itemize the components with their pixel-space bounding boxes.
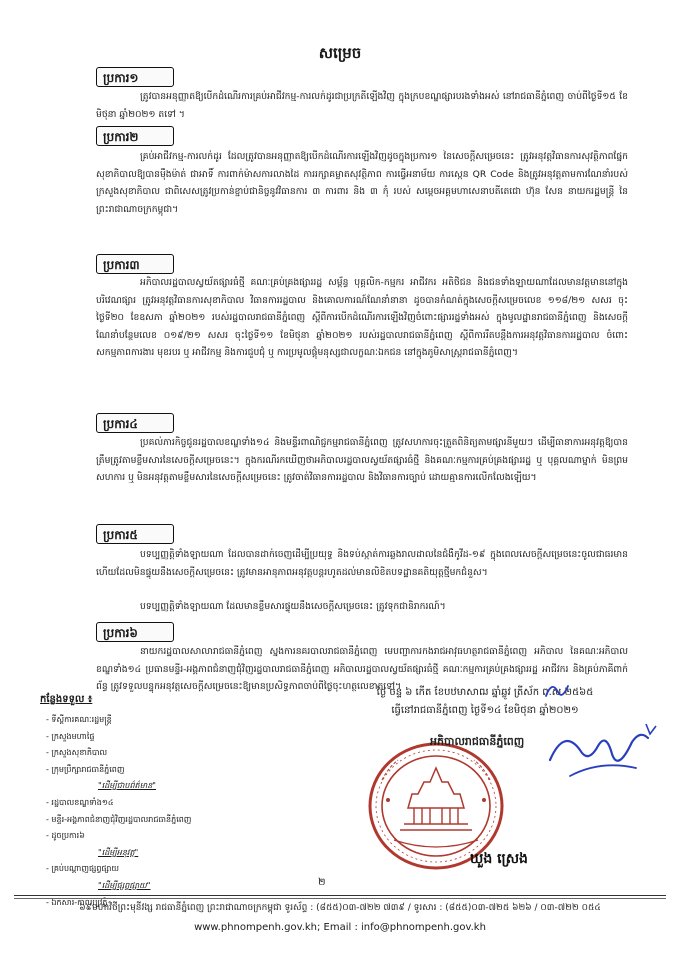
distribution-item: - ក្រុមប្រឹក្សារាជធានីភ្នំពេញ (46, 764, 125, 774)
distribution-title: កន្លែងទទួល ៖ (40, 694, 93, 705)
article-1-heading: ប្រការ១ (96, 67, 174, 87)
distribution-purpose: "ដើម្បីជាបព៌ត៌មាន" (98, 781, 156, 791)
article-5-text-1: បទប្បញ្ញត្តិទាំងឡាយណា ដែលបានដាក់ចេញដើម្បីប្រយុទ្ធ និងទប់ស្កាត់ការឆ្លងរាលដាលនៃជំងឺកូវីដ-១៩ ក្នុងពេលសេចក្តីសម្រេចនេះចូលជាធរមាន ហើយដែលមិនផ្ទុយនឹងសេចក្តីសម្រេចនេះ ត្រូវមានអានុភាពអនុវត្តបន្តរហូតដល់មានលិខិតបទដ្ឋានគតិយុត្តថ្មីមកជំនួស។ (96, 549, 628, 578)
date-solar: ធ្វើនៅរាជធានីភ្នំពេញ ថ្ងៃទី១៤ ខែមិថុនា ឆ្នាំ២០២១ (391, 705, 579, 716)
page-number: ២ (318, 877, 326, 888)
document-title: សម្រេច (318, 44, 362, 62)
footer-website[interactable]: www.phnompenh.gov.kh; Email : info@phnompenh.gov.kh (194, 922, 486, 933)
distribution-item: - ឯកសារ-កាលប្បវត្តិ (46, 897, 108, 907)
initials-mark-icon (542, 678, 576, 702)
signer-name: ឃួង ស្រេង (470, 851, 528, 867)
article-5-heading: ប្រការ៥ (96, 524, 174, 544)
distribution-item: - ក្រសួងមហាផ្ទៃ (46, 731, 95, 741)
distribution-list (46, 712, 246, 911)
article-6-heading: ប្រការ៦ (96, 622, 174, 642)
signature-icon (540, 720, 660, 800)
footer-divider-thin (14, 898, 666, 899)
distribution-item: - រដ្ឋបាលខណ្ឌទាំង១៤ (46, 797, 114, 807)
distribution-purpose: "ដើម្បីផ្សព្វផ្សាយ" (98, 880, 151, 890)
distribution-item: - ដូចប្រការ៦ (46, 831, 85, 841)
article-4-text: ប្រគល់ភារកិច្ចជូនរដ្ឋបាលខណ្ឌទាំង១៤ និងមន្ទីរពាណិជ្ជកម្មរាជធានីភ្នំពេញ ត្រូវសហការចុះត្រួតពិនិត្យតាមផ្សារនីមួយៗ ដើម្បីធានាការអនុវត្តឱ្យបានត្រឹមត្រូវតាមខ្លឹមសារនៃសេចក្តីសម្រេចនេះ។ ក្នុងករណីរកឃើញថាអភិបាលរដ្ឋបាលស្វយ័តផ្សារធំថ្មី និងគណៈកម្មការគ្រប់គ្រងផ្សាររដ្ឋ ឬ បុគ្គលណាម្នាក់ មិនព្រមសហការ ឬ មិនអនុវត្តតាមខ្លឹមសារនៃសេចក្តីសម្រេចនេះ ត្រូវចាត់វិធានការរដ្ឋបាល និងវិធានការច្បាប់ ដោយគ្មានការលើកលែងឡើយ។ (96, 437, 628, 484)
distribution-purpose: "ដើម្បីអនុវត្ត" (98, 847, 139, 857)
article-2-heading: ប្រការ២ (96, 126, 174, 146)
distribution-item: - ទីស្តីការគណៈរដ្ឋមន្ត្រី (46, 715, 112, 724)
article-4-heading: ប្រការ៤ (96, 413, 174, 433)
article-5-text-2: បទប្បញ្ញត្តិទាំងឡាយណា ដែលមានខ្លឹមសារផ្ទុយនឹងសេចក្តីសម្រេចនេះ ត្រូវទុកជានិរាករណ៍។ (140, 601, 446, 612)
article-6-text: នាយករដ្ឋបាលសាលារាជធានីភ្នំពេញ ស្នងការនគរបាលរាជធានីភ្នំពេញ មេបញ្ជាការកងរាជអាវុធហត្ថរាជធានីភ្នំពេញ អភិបាល នៃគណៈអភិបាលខណ្ឌទាំង១៤ ប្រធានមន្ទីរ-អង្គភាពជំនាញជុំវិញរដ្ឋបាលរាជធានីភ្នំពេញ អភិបាលរដ្ឋបាលស្វយ័តផ្សារធំថ្មី គណៈកម្មការគ្រប់គ្រងផ្សាររដ្ឋ អាជីវករ និងគ្រប់ភាគីពាក់ព័ន្ធ ត្រូវទទួលបន្ទុកអនុវត្តសេចក្តីសម្រេចនេះឱ្យមានប្រសិទ្ធភាពចាប់ពីថ្ងៃចុះហត្ថលេខាតទៅ។ (96, 646, 628, 693)
footer-address: ៦៩មហាវិថីព្រះមុនីវង្ស រាជធានីភ្នំពេញ ព្រះរាជាណាចក្រកម្ពុជា ទូរស័ព្ទ : (៨៥៥)០៣-៧២២ ៧៣៩ / ទូរសារ : (៨៥៥)០៣-៧២៥ ៦២៦ / ០៣-៧២២ ០៥៤ (79, 903, 601, 913)
article-3-heading: ប្រការ៣ (96, 254, 174, 274)
article-3-text: អភិបាលរដ្ឋបាលស្វយ័តផ្សារធំថ្មី គណៈគ្រប់គ្រងផ្សាររដ្ឋ សម្ព័ន្ធ បុគ្គលិក-កម្មករ អាជីវករ អតិថិជន និងជនទាំងឡាយណាដែលមានវត្តមាននៅក្នុងបរិវេណផ្សារ ត្រូវអនុវត្តវិធានការសុខាភិបាល វិធានការរដ្ឋបាល និងគោលការណ៍ណែនាំនានា ដូចបានកំណត់ក្នុងសេចក្តីសម្រេចលេខ ១១៨/២១ សសរ ចុះថ្ងៃទី២០ ខែឧសភា ឆ្នាំ២០២១ របស់រដ្ឋបាលរាជធានីភ្នំពេញ ស្តីពីការបើកដំណើរការឡើងវិញចំពោះផ្សាររដ្ឋទាំងអស់ ក្នុងមូលដ្ឋានរាជធានីភ្នំពេញ និងសេចក្តីណែនាំបន្ថែមលេខ ០១៩/២១ សសរ ចុះថ្ងៃទី១១ ខែមិថុនា ឆ្នាំ២០២១ របស់រដ្ឋបាលរាជធានីភ្នំពេញ ស្តីពីការរឹតបន្តឹងការអនុវត្តវិធានការរដ្ឋបាល ចំពោះសកម្មភាពការងារ មុខរបរ ឬ អាជីវកម្ម និងការជួបជុំ ឬ ការប្រមូលផ្តុំមនុស្សជាលក្ខណៈឯកជន នៅក្នុងភូមិសាស្ត្ររាជធានីភ្នំពេញ។ (96, 277, 628, 359)
distribution-item: - គ្រប់បណ្តាញផ្សព្វផ្សាយ (46, 864, 120, 874)
date-lunar: ថ្ងៃ ចន្ទ ៦ កើត ខែបឋមាសាឍ ឆ្នាំឆ្លូវ ត្រីស័ក ព.ស.២៥៦៥ (376, 687, 594, 698)
distribution-item: - ក្រសួងសុខាភិបាល (46, 748, 108, 758)
article-1-text: ត្រូវបានអនុញ្ញាតឱ្យបើកដំណើរការគ្រប់អាជីវកម្ម-ការលក់ដូរជាប្រក្រតីឡើងវិញ ក្នុងក្របខណ្ឌផ្សារបរងទាំងអស់ នៅរាជធានីភ្នំពេញ ចាប់ពីថ្ងៃទី១៥ ខែមិថុនា ឆ្នាំ២០២១ តទៅ ។ (96, 91, 628, 120)
footer-divider (14, 895, 666, 896)
seal-title: អភិបាលរាជធានីភ្នំពេញ (430, 735, 525, 748)
distribution-item: - មន្ទីរ-អង្គភាពជំនាញជុំវិញរដ្ឋបាលរាជធានីភ្នំពេញ (46, 814, 192, 824)
article-2-text: គ្រប់អាជីវកម្ម-ការលក់ដូរ ដែលត្រូវបានអនុញ្ញាតឱ្យបើកដំណើរការឡើងវិញដូចក្នុងប្រការ១ នៃសេចក្តីសម្រេចនេះ ត្រូវអនុវត្តវិធានការសុវត្ថិភាពផ្នែកសុខាភិបាលឱ្យបានម៉ឹងម៉ាត់ ជាអាទិ៍ ការពាក់ម៉ាសការលាងដៃ ការរក្សាគម្លាតសុវត្ថិភាព ការធ្វើអនាម័យ ការស្កេន QR Code និងត្រូវអនុវត្តតាមការណែនាំរបស់ក្រសួងសុខាភិបាល ជាពិសេសត្រូវប្រកាន់ខ្ជាប់ជានិច្ចនូវវិធានការ ៣ ការពារ និង ៣ កុំ របស់ សម្តេចអគ្គមហាសេនាបតីតេជោ ហ៊ុន សែន នាយករដ្ឋមន្ត្រី នៃព្រះរាជាណាចក្រកម្ពុជា។ (96, 151, 628, 215)
